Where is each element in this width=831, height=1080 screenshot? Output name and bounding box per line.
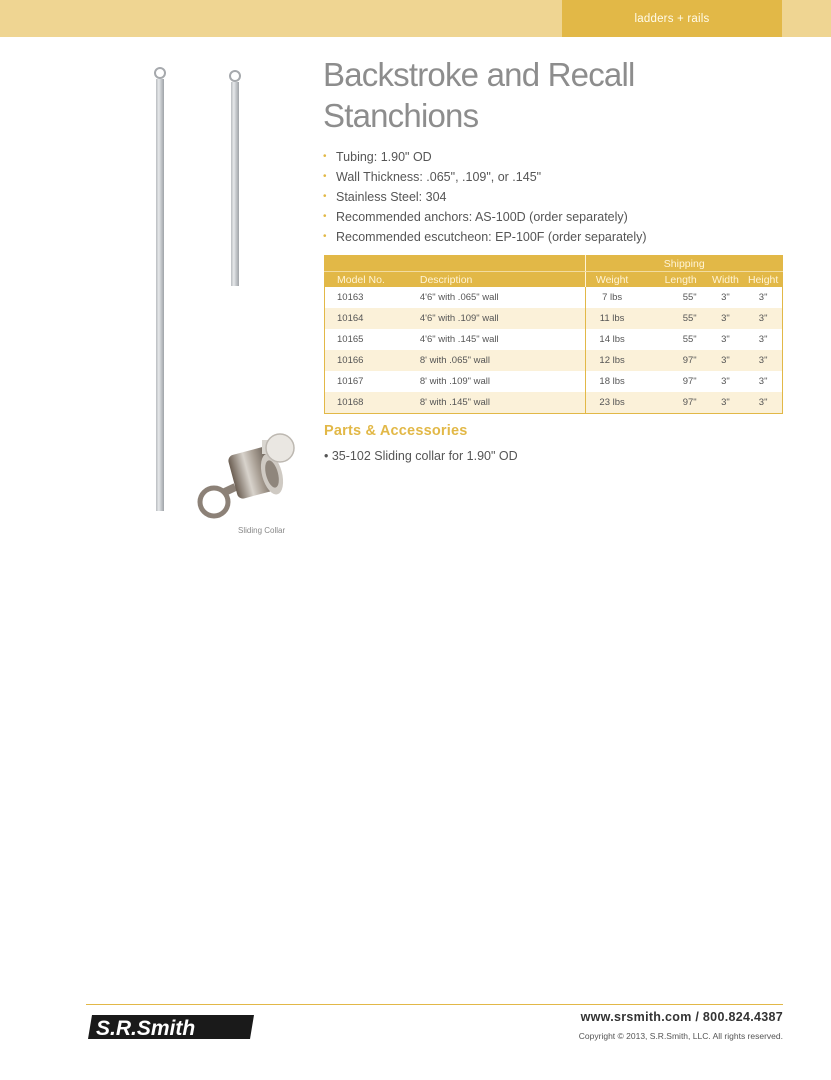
parts-heading: Parts & Accessories	[324, 423, 468, 439]
cell-length: 55"	[638, 308, 707, 329]
feature-text: Recommended anchors: AS-100D (order separately)	[336, 210, 628, 224]
long-pole	[156, 79, 164, 511]
section-tab	[562, 0, 782, 37]
table-header-group-row	[325, 256, 783, 272]
cell-description: 4'6" with .065" wall	[419, 292, 499, 303]
cell-height: 3"	[744, 308, 782, 329]
cell-description: 8' with .109" wall	[419, 376, 491, 387]
cell-height: 3"	[744, 392, 782, 414]
cell-length: 55"	[682, 292, 697, 303]
cell-weight: 12 lbs	[586, 350, 638, 371]
bullet-icon: •	[323, 171, 327, 182]
cell-height: 3"	[758, 376, 768, 387]
cell-weight: 7 lbs	[586, 287, 638, 308]
cell-height: 3"	[758, 292, 768, 303]
cell-weight: 23 lbs	[586, 392, 638, 414]
table-row	[325, 350, 783, 371]
title-line-2: Stanchions	[323, 97, 479, 134]
cell-model: 10163	[337, 292, 364, 303]
sliding-collar-image	[192, 430, 302, 525]
header-spacer	[325, 256, 586, 272]
section-tab-label: ladders + rails	[634, 12, 710, 25]
cell-weight: 18 lbs	[586, 371, 638, 392]
table-row	[325, 392, 783, 414]
cell-model: 10168	[325, 392, 420, 414]
cell-description: 8' with .065" wall	[420, 350, 586, 371]
cell-length: 55"	[682, 334, 697, 345]
spec-table	[324, 255, 783, 414]
feature-item	[323, 207, 647, 227]
feature-text: Wall Thickness: .065", .109", or .145"	[336, 170, 542, 184]
cell-description: 8' with .145" wall	[420, 392, 586, 414]
cell-length: 97"	[682, 376, 697, 387]
cell-width: 3"	[721, 376, 730, 387]
cell-model: 10165	[337, 334, 364, 345]
logo-text: S.R.Smith	[96, 1017, 196, 1040]
footer-contact: www.srsmith.com / 800.824.4387	[580, 1010, 783, 1024]
cell-height: 3"	[744, 350, 782, 371]
table-row	[325, 308, 783, 329]
col-height: Height	[744, 272, 782, 288]
cell-model: 10166	[325, 350, 420, 371]
cell-length: 97"	[638, 350, 707, 371]
collar-caption: Sliding Collar	[238, 526, 286, 535]
bullet-icon: •	[323, 211, 327, 222]
title-line-1: Backstroke and Recall	[323, 56, 635, 93]
feature-item	[323, 147, 647, 167]
cell-weight: 14 lbs	[586, 329, 638, 350]
col-description: Description	[420, 272, 586, 288]
col-model: Model No.	[325, 272, 420, 288]
cell-description: 4'6" with .145" wall	[419, 334, 499, 345]
feature-text: Recommended escutcheon: EP-100F (order separately)	[336, 230, 647, 244]
col-length: Length	[638, 272, 707, 288]
bullet-icon: •	[323, 191, 327, 202]
feature-item	[323, 187, 647, 207]
feature-text: Tubing: 1.90" OD	[336, 150, 432, 164]
feature-text: Stainless Steel: 304	[336, 190, 447, 204]
page-title	[323, 54, 635, 136]
table-row	[325, 329, 783, 350]
parts-list	[324, 446, 518, 466]
parts-item: • 35-102 Sliding collar for 1.90" OD	[324, 449, 518, 463]
footer-copyright: Copyright © 2013, S.R.Smith, LLC. All rights reserved.	[578, 1031, 783, 1041]
cell-model: 10167	[337, 376, 364, 387]
footer-divider	[86, 1004, 783, 1005]
eyelet-icon	[154, 67, 166, 79]
cell-width: 3"	[707, 392, 745, 414]
cell-description: 4'6" with .109" wall	[420, 308, 586, 329]
table-header-row	[325, 272, 783, 288]
feature-list	[323, 147, 647, 247]
col-width: Width	[707, 272, 745, 288]
eyelet-icon	[229, 70, 241, 82]
feature-item	[323, 227, 647, 247]
feature-item	[323, 167, 647, 187]
col-weight: Weight	[586, 272, 638, 288]
bullet-icon: •	[323, 151, 327, 162]
cell-length: 97"	[638, 392, 707, 414]
table-row	[325, 287, 783, 308]
srsmith-logo	[86, 1012, 258, 1042]
bullet-icon: •	[323, 231, 327, 242]
cell-height: 3"	[758, 334, 768, 345]
short-pole	[231, 82, 239, 286]
cell-width: 3"	[721, 292, 730, 303]
cell-width: 3"	[707, 308, 745, 329]
shipping-group-header: Shipping	[586, 256, 783, 272]
cell-model: 10164	[325, 308, 420, 329]
cell-width: 3"	[707, 350, 745, 371]
cell-weight: 11 lbs	[586, 308, 638, 329]
cell-width: 3"	[721, 334, 730, 345]
table-row	[325, 371, 783, 392]
